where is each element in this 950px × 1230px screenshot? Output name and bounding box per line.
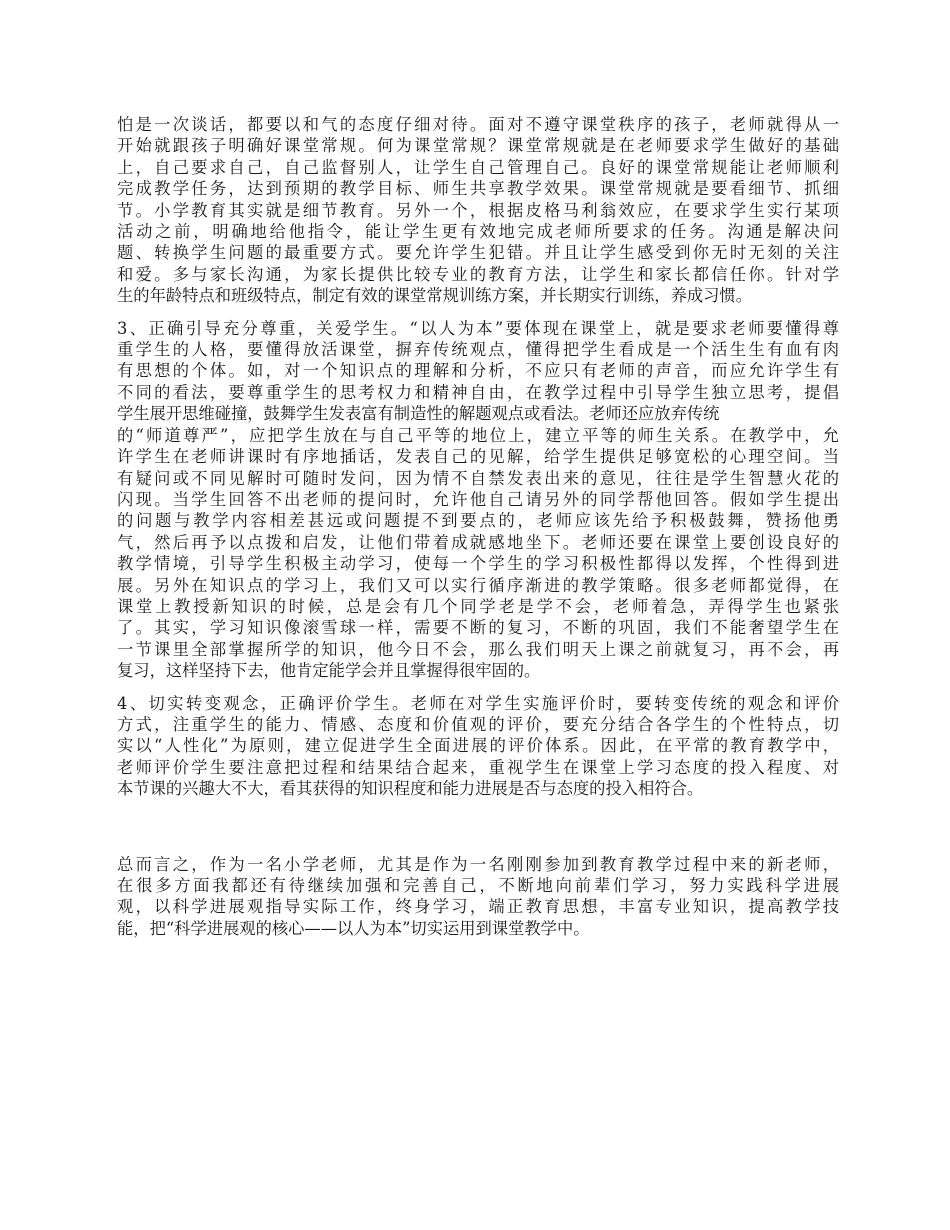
text-line: 方式，注重学生的能力、情感、态度和价值观的评价，要充分结合各学生的个性特点，切 (117, 714, 839, 734)
text-line: 活动之前，明确地给他指令，能让学生更有效地完成老师所要求的任务。沟通是解决问 (117, 222, 839, 242)
text-line: 教学情境，引导学生积极主动学习，使每一个学生的学习积极性都得以发挥，个性得到进 (117, 554, 839, 574)
text-line: 重学生的人格，要懂得放活课堂，摒弃传统观点，懂得把学生看成是一个活生生有血有肉 (117, 340, 839, 360)
section-spacer (117, 800, 839, 854)
text-line: 上，自己要求自己，自己监督别人，让学生自己管理自己。良好的课堂常规能让老师顺利 (117, 157, 839, 177)
paragraph-item-3 (117, 318, 839, 682)
text-line: 本节课的兴趣大不大，看其获得的知识程度和能力进展是否与态度的投入相符合。 (117, 779, 704, 799)
text-line: 能，把“科学进展观的核心——以人为本”切实运用到课堂教学中。 (117, 918, 590, 938)
text-line: 完成教学任务，达到预期的教学目标、师生共享教学效果。课堂常规就是要看细节、抓细 (117, 179, 839, 199)
paragraph-item-4 (117, 693, 839, 800)
text-line: 和爱。多与家长沟通，为家长提供比较专业的教育方法，让学生和家长都信任你。针对学 (117, 264, 839, 284)
text-line: 节。小学教育其实就是细节教育。另外一个，根据皮格马利翁效应，在要求学生实行某项 (117, 200, 839, 220)
text-line: 了。其实，学习知识像滚雪球一样，需要不断的复习，不断的巩固，我们不能奢望学生在 (117, 618, 839, 638)
text-line: 3、正确引导充分尊重，关爱学生。“以人为本”要体现在课堂上，就是要求老师要懂得尊 (117, 318, 839, 338)
text-line: 许学生在老师讲课时有序地插话，发表自己的见解，给学生提供足够宽松的心理空间。当 (117, 447, 839, 467)
text-line: 观，以科学进展观指导实际工作，终身学习，端正教育思想，丰富专业知识，提高教学技 (117, 897, 839, 917)
text-line: 题、转换学生问题的最重要方式。要允许学生犯错。并且让学生感受到你无时无刻的关注 (117, 243, 839, 263)
document-page (117, 114, 839, 939)
text-line: 生的年龄特点和班级特点，制定有效的课堂常规训练方案，并长期实行训练，养成习惯。 (117, 286, 752, 306)
text-line: 的问题与教学内容相差甚远或问题提不到要点的，老师应该先给予积极鼓舞，赞扬他勇 (117, 511, 839, 531)
text-line: 课堂上教授新知识的时候，总是会有几个同学老是学不会，老师着急，弄得学生也紧张 (117, 596, 839, 616)
paragraph-classroom-rules (117, 114, 839, 307)
text-line: 实以“人性化”为原则，建立促进学生全面进展的评价体系。因此，在平常的教育教学中， (117, 736, 839, 756)
text-line: 有思想的个体。如，对一个知识点的理解和分析，不应只有老师的声音，而应允许学生有 (117, 361, 839, 381)
text-line: 的“师道尊严”，应把学生放在与自己平等的地位上，建立平等的师生关系。在教学中，允 (117, 425, 839, 445)
text-line: 闪现。当学生回答不出老师的提问时，允许他自己请另外的同学帮他回答。假如学生提出 (117, 489, 839, 509)
text-line: 一节课里全部掌握所学的知识，他今日不会，那么我们明天上课之前就复习，再不会，再 (117, 639, 839, 659)
text-line: 怕是一次谈话，都要以和气的态度仔细对待。面对不遵守课堂秩序的孩子，老师就得从一 (117, 115, 839, 134)
text-line: 老师评价学生要注意把过程和结果结合起来，重视学生在课堂上学习态度的投入程度、对 (117, 757, 839, 777)
paragraph-conclusion (117, 854, 839, 940)
text-line: 气，然后再予以点拨和启发，让他们带着成就感地坐下。老师还要在课堂上要创设良好的 (117, 532, 839, 552)
paragraph-spacer (117, 682, 839, 693)
text-line: 复习，这样坚持下去，他肯定能学会并且掌握得很牢固的。 (117, 661, 541, 681)
paragraph-spacer (117, 307, 839, 318)
text-line: 开始就跟孩子明确好课堂常规。何为课堂常规？课堂常规就是在老师要求学生做好的基础 (117, 136, 839, 156)
text-line: 展。另外在知识点的学习上，我们又可以实行循序渐进的教学策略。很多老师都觉得，在 (117, 575, 839, 595)
text-line: 学生展开思维碰撞，鼓舞学生发表富有制造性的解题观点或看法。老师还应放弃传统 (117, 404, 720, 424)
text-line: 有疑问或不同见解时可随时发问，因为情不自禁发表出来的意见，往往是学生智慧火花的 (117, 468, 839, 488)
text-line: 不同的看法，要尊重学生的思考权力和精神自由，在教学过程中引导学生独立思考，提倡 (117, 382, 839, 402)
text-line: 总而言之，作为一名小学老师，尤其是作为一名刚刚参加到教育教学过程中来的新老师， (117, 854, 839, 874)
text-line: 4、切实转变观念，正确评价学生。老师在对学生实施评价时，要转变传统的观念和评价 (117, 693, 839, 713)
text-line: 在很多方面我都还有待继续加强和完善自己，不断地向前辈们学习，努力实践科学进展 (117, 876, 839, 895)
